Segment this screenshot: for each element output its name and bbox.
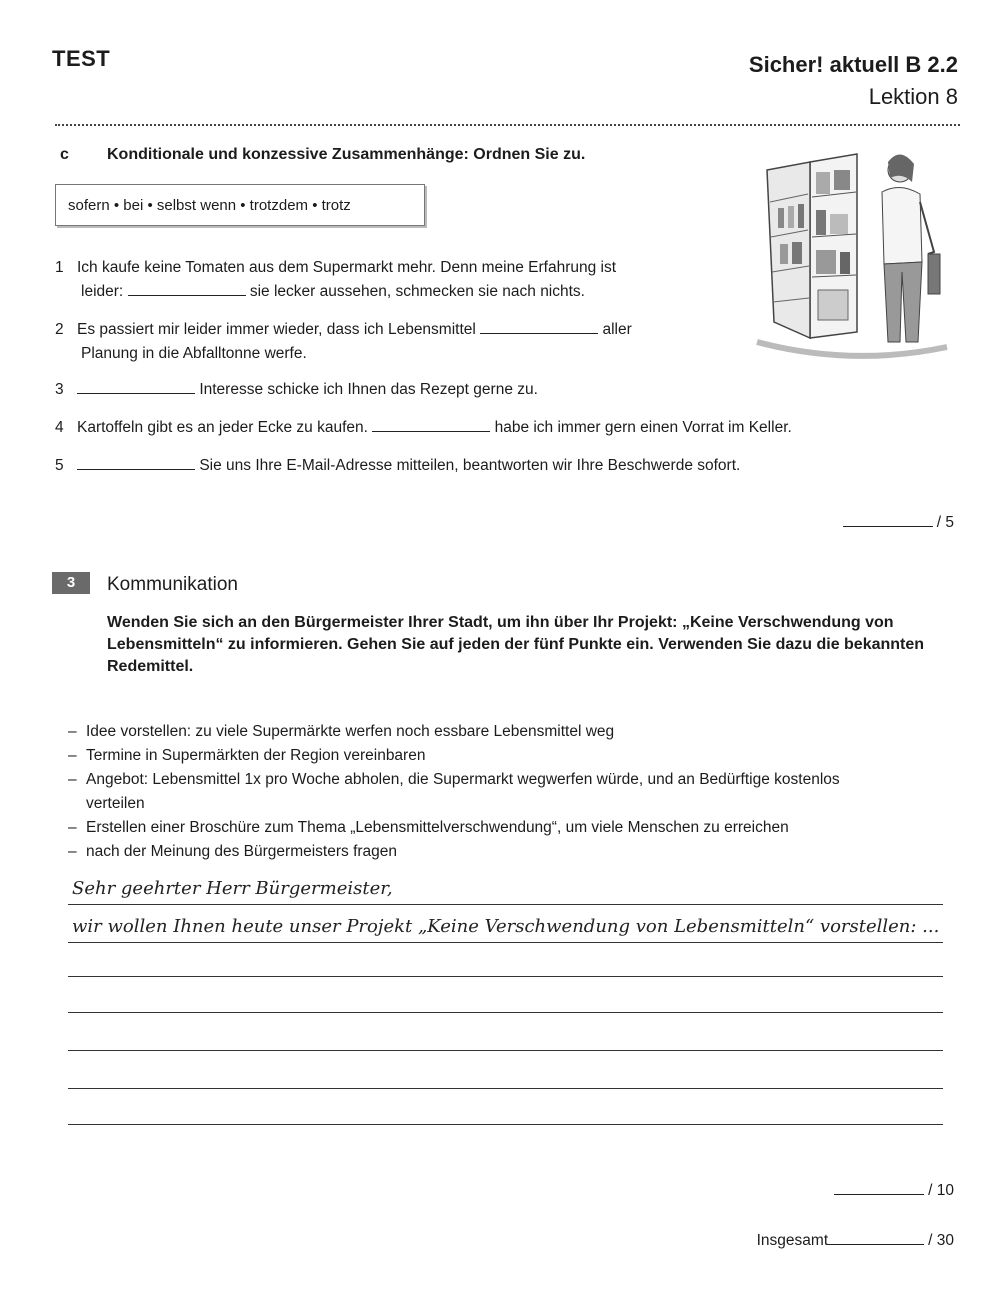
list-item: – nach der Meinung des Bürgermeisters fragen <box>68 840 948 864</box>
answer-blank[interactable] <box>480 319 598 334</box>
score-max: / 5 <box>936 514 954 531</box>
handwritten-salutation[interactable]: Sehr geehrter Herr Bürgermeister, <box>72 878 393 899</box>
section-title: Konditionale und konzessive Zusammenhänge: Ordnen Sie zu. <box>107 146 586 163</box>
list-item: – Angebot: Lebensmittel 1x pro Woche abholen, die Supermarkt wegwerfen würde, und an Bedürftige kostenlos verteilen <box>68 768 886 816</box>
exercise-text: Ich kaufe keine Tomaten aus dem Supermarkt mehr. Denn meine Erfahrung ist <box>77 259 617 276</box>
total-max: / 30 <box>928 1232 954 1249</box>
exercise-text: Es passiert mir leider immer wieder, dass ich Lebensmittel <box>77 321 476 338</box>
score-blank[interactable] <box>843 512 933 527</box>
fridge-illustration <box>752 142 952 367</box>
bullet-list <box>68 720 948 864</box>
exercise-number: 1 <box>55 259 64 276</box>
score-blank[interactable] <box>834 1180 924 1195</box>
exercise-text: aller <box>602 321 632 338</box>
answer-blank[interactable] <box>372 417 490 432</box>
exercise-text: Kartoffeln gibt es an jeder Ecke zu kaufen. <box>77 419 368 436</box>
list-item: – Erstellen einer Broschüre zum Thema „Lebensmittelverschwendung“, um viele Menschen zu erreichen <box>68 816 948 840</box>
writing-line[interactable] <box>68 1050 943 1051</box>
writing-line[interactable] <box>68 1124 943 1125</box>
word-bank: sofern • bei • selbst wenn • trotzdem • trotz <box>55 184 425 226</box>
answer-blank[interactable] <box>128 281 246 296</box>
exercise-number: 3 <box>55 381 64 398</box>
exercise-text: leider: <box>81 283 124 300</box>
exercise-4 <box>55 416 955 440</box>
book-title: Sicher! aktuell B 2.2 <box>748 52 958 77</box>
exercise-5 <box>55 454 955 478</box>
section-title: Kommunikation <box>107 574 238 595</box>
exercise-2 <box>55 318 735 366</box>
exercise-1 <box>55 256 735 304</box>
exercise-text: Sie uns Ihre E-Mail-Adresse mitteilen, beantworten wir Ihre Beschwerde sofort. <box>199 457 741 474</box>
exercise-text: sie lecker aussehen, schmecken sie nach nichts. <box>249 283 585 300</box>
exercise-3 <box>55 378 735 402</box>
exercise-number: 4 <box>55 419 64 436</box>
handwritten-line[interactable]: wir wollen Ihnen heute unser Projekt „Keine Verschwendung von Lebensmitteln“ vorstellen: ... <box>72 916 940 937</box>
score-blank[interactable] <box>828 1230 924 1245</box>
answer-blank[interactable] <box>77 455 195 470</box>
total-score <box>757 1230 954 1250</box>
test-label: TEST <box>52 46 111 71</box>
header-divider <box>55 124 960 126</box>
exercise-text: habe ich immer gern einen Vorrat im Keller. <box>494 419 792 436</box>
score-max: / 10 <box>928 1182 954 1199</box>
section-number-badge: 3 <box>52 572 90 594</box>
section-letter: c <box>60 146 69 163</box>
section-c-score <box>843 512 954 532</box>
total-label: Insgesamt <box>756 1232 829 1249</box>
exercise-text: Interesse schicke ich Ihnen das Rezept gerne zu. <box>199 381 538 398</box>
exercise-number: 2 <box>55 321 64 338</box>
list-item: – Idee vorstellen: zu viele Supermärkte werfen noch essbare Lebensmittel weg <box>68 720 948 744</box>
writing-line[interactable] <box>68 976 943 977</box>
answer-blank[interactable] <box>77 379 195 394</box>
writing-line[interactable] <box>68 904 943 905</box>
list-item: – Termine in Supermärkten der Region vereinbaren <box>68 744 948 768</box>
writing-line[interactable] <box>68 1012 943 1013</box>
lesson-label: Lektion 8 <box>868 84 958 109</box>
section-3-score <box>834 1180 954 1200</box>
writing-line[interactable] <box>68 942 943 943</box>
exercise-number: 5 <box>55 457 64 474</box>
task-instruction: Wenden Sie sich an den Bürgermeister Ihrer Stadt, um ihn über Ihr Projekt: „Keine Verschwendung von Lebensmitteln“ zu informieren. Gehen Sie auf jeden der fünf Punkte ein. Verwenden Sie dazu die bekannten Redemittel. <box>107 614 925 675</box>
exercise-text: Planung in die Abfalltonne werfe. <box>81 345 307 362</box>
writing-line[interactable] <box>68 1088 943 1089</box>
